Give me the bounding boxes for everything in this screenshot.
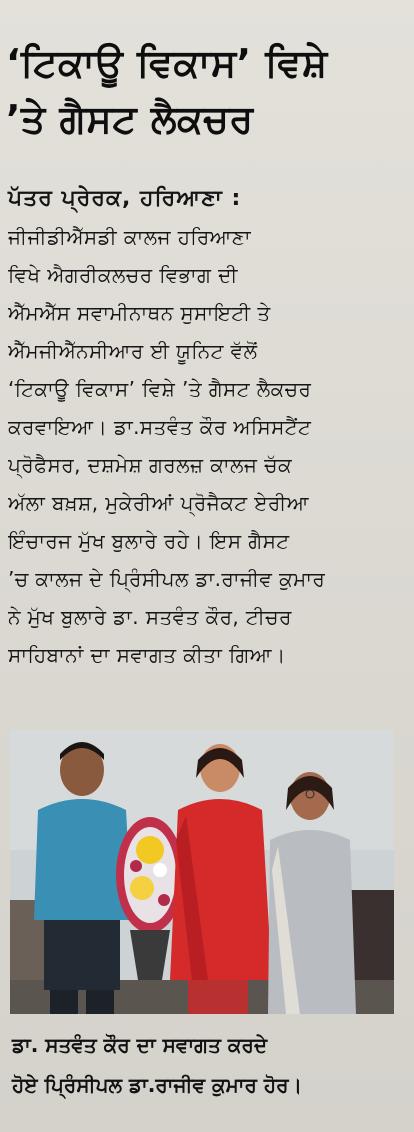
caption-line-2: ਹੋਏ ਪ੍ਰਿੰਸੀਪਲ ਡਾ.ਰਾਜੀਵ ਕੁਮਾਰ ਹੋਰ।	[12, 1073, 303, 1097]
headline	[6, 35, 406, 147]
article-line: ਜੀਜੀਡੀਐੱਸਡੀ ਕਾਲਜ ਹਰਿਆਣਾ	[8, 225, 251, 249]
article-line: ਇੰਚਾਰਜ ਮੁੱਖ ਬੁਲਾਰੇ ਰਹੇ। ਇਸ ਗੈਸਟ	[8, 529, 290, 553]
caption-line-1: ਡਾ. ਸਤਵੰਤ ਕੌਰ ਦਾ ਸਵਾਗਤ ਕਰਦੇ	[12, 1033, 268, 1057]
news-photo	[10, 730, 394, 1014]
article-line: ਕਰਵਾਇਆ। ਡਾ.ਸਤਵੰਤ ਕੌਰ ਅਸਿਸਟੈਂਟ	[8, 415, 312, 439]
article-line: ਅੱਲਾ ਬਖ਼ਸ਼, ਮੁਕੇਰੀਆਂ ਪ੍ਰੋਜੈਕਟ ਏਰੀਆ	[8, 491, 309, 515]
article-line: ਵਿਖੇ ਐਗਰੀਕਲਚਰ ਵਿਭਾਗ ਦੀ	[8, 263, 238, 287]
article-line: ਪ੍ਰੋਫੈਸਰ, ਦਸ਼ਮੇਸ਼ ਗਰਲਜ਼ ਕਾਲਜ ਚੱਕ	[8, 453, 293, 477]
byline: ਪੱਤਰ ਪ੍ਰੇਰਕ, ਹਰਿਆਣਾ :	[8, 186, 242, 211]
article-line: ਐੱਮਜੀਐੱਨਸੀਆਰ ਈ ਯੂਨਿਟ ਵੱਲੋਂ	[8, 339, 258, 363]
headline-line-1: ‘ਟਿਕਾਊ ਵਿਕਾਸ’ ਵਿਸ਼ੇ	[6, 41, 328, 86]
article-line: ਐੱਮਐੱਸ ਸਵਾਮੀਨਾਥਨ ਸੁਸਾਇਟੀ ਤੇ	[8, 301, 271, 325]
article-line: ਨੇ ਮੁੱਖ ਬੁਲਾਰੇ ਡਾ. ਸਤਵੰਤ ਕੌਰ, ਟੀਚਰ	[8, 605, 292, 629]
article-line: ‘ਟਿਕਾਊ ਵਿਕਾਸ’ ਵਿਸ਼ੇ ’ਤੇ ਗੈਸਟ ਲੈਕਚਰ	[8, 377, 312, 401]
headline-line-2: ’ਤੇ ਗੈਸਟ ਲੈਕਚਰ	[6, 97, 254, 142]
article-line: ’ਚ ਕਾਲਜ ਦੇ ਪ੍ਰਿੰਸੀਪਲ ਡਾ.ਰਾਜੀਵ ਕੁਮਾਰ	[8, 567, 326, 591]
article-line: ਸਾਹਿਬਾਨਾਂ ਦਾ ਸਵਾਗਤ ਕੀਤਾ ਗਿਆ।	[8, 643, 286, 667]
photo-caption	[12, 1025, 408, 1105]
article-body	[8, 180, 406, 674]
